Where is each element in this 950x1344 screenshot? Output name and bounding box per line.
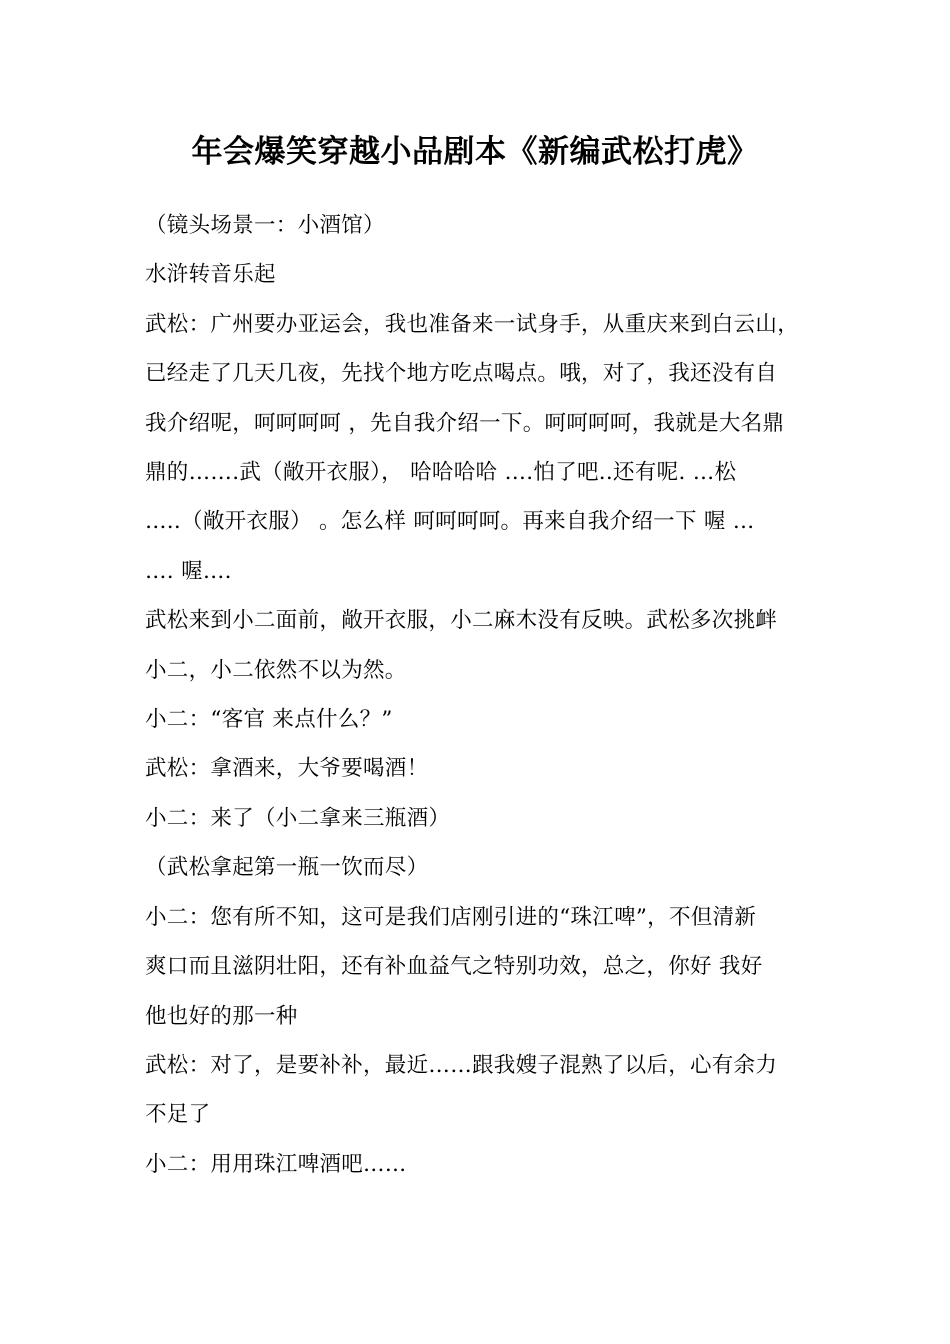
text-line: 小二：“客官 来点什么？” — [145, 707, 393, 733]
text-line: …. 喔…. — [145, 558, 232, 584]
text-line: 小二：您有所不知，这可是我们店刚引进的“珠江啤”，不但清新 — [145, 904, 757, 930]
text-line: 鼎的…….武（敞开衣服）， 哈哈哈哈 ….怕了吧..还有呢. …松 — [145, 460, 737, 486]
text-line: 已经走了几天几夜，先找个地方吃点喝点。哦，对了，我还没有自 — [145, 361, 778, 387]
text-line: 小二：用用珠江啤酒吧…… — [145, 1151, 407, 1177]
text-line: 小二：来了（小二拿来三瓶酒） — [145, 805, 451, 831]
text-line: 爽口而且滋阴壮阳，还有补血益气之特别功效，总之，你好 我好 — [145, 954, 763, 980]
text-line: 小二，小二依然不以为然。 — [145, 657, 407, 683]
text-line: 武松：拿酒来，大爷要喝酒！ — [145, 756, 429, 782]
text-line: 我介绍呢，呵呵呵呵 ，先自我介绍一下。呵呵呵呵，我就是大名鼎 — [145, 410, 785, 436]
text-line: 武松：对了，是要补补，最近……跟我嫂子混熟了以后，心有余力 — [145, 1052, 778, 1078]
document-title: 年会爆笑穿越小品剧本《新编武松打虎》 — [191, 134, 759, 170]
text-line: （镜头场景一：小酒馆） — [145, 213, 385, 238]
text-line: 他也好的那一种 — [145, 1003, 298, 1029]
text-line: 武松来到小二面前，敞开衣服，小二麻木没有反映。武松多次挑衅 — [145, 608, 778, 634]
text-line: …..（敞开衣服） 。怎么样 呵呵呵呵。再来自我介绍一下 喔 … — [145, 509, 755, 535]
text-line: （武松拿起第一瓶一饮而尽） — [145, 855, 429, 881]
text-line: 武松：广州要办亚运会，我也准备来一试身手，从重庆来到白云山， — [145, 311, 800, 337]
text-line: 水浒转音乐起 — [145, 262, 276, 288]
text-line: 不足了 — [145, 1102, 211, 1128]
script-body — [145, 201, 810, 1189]
